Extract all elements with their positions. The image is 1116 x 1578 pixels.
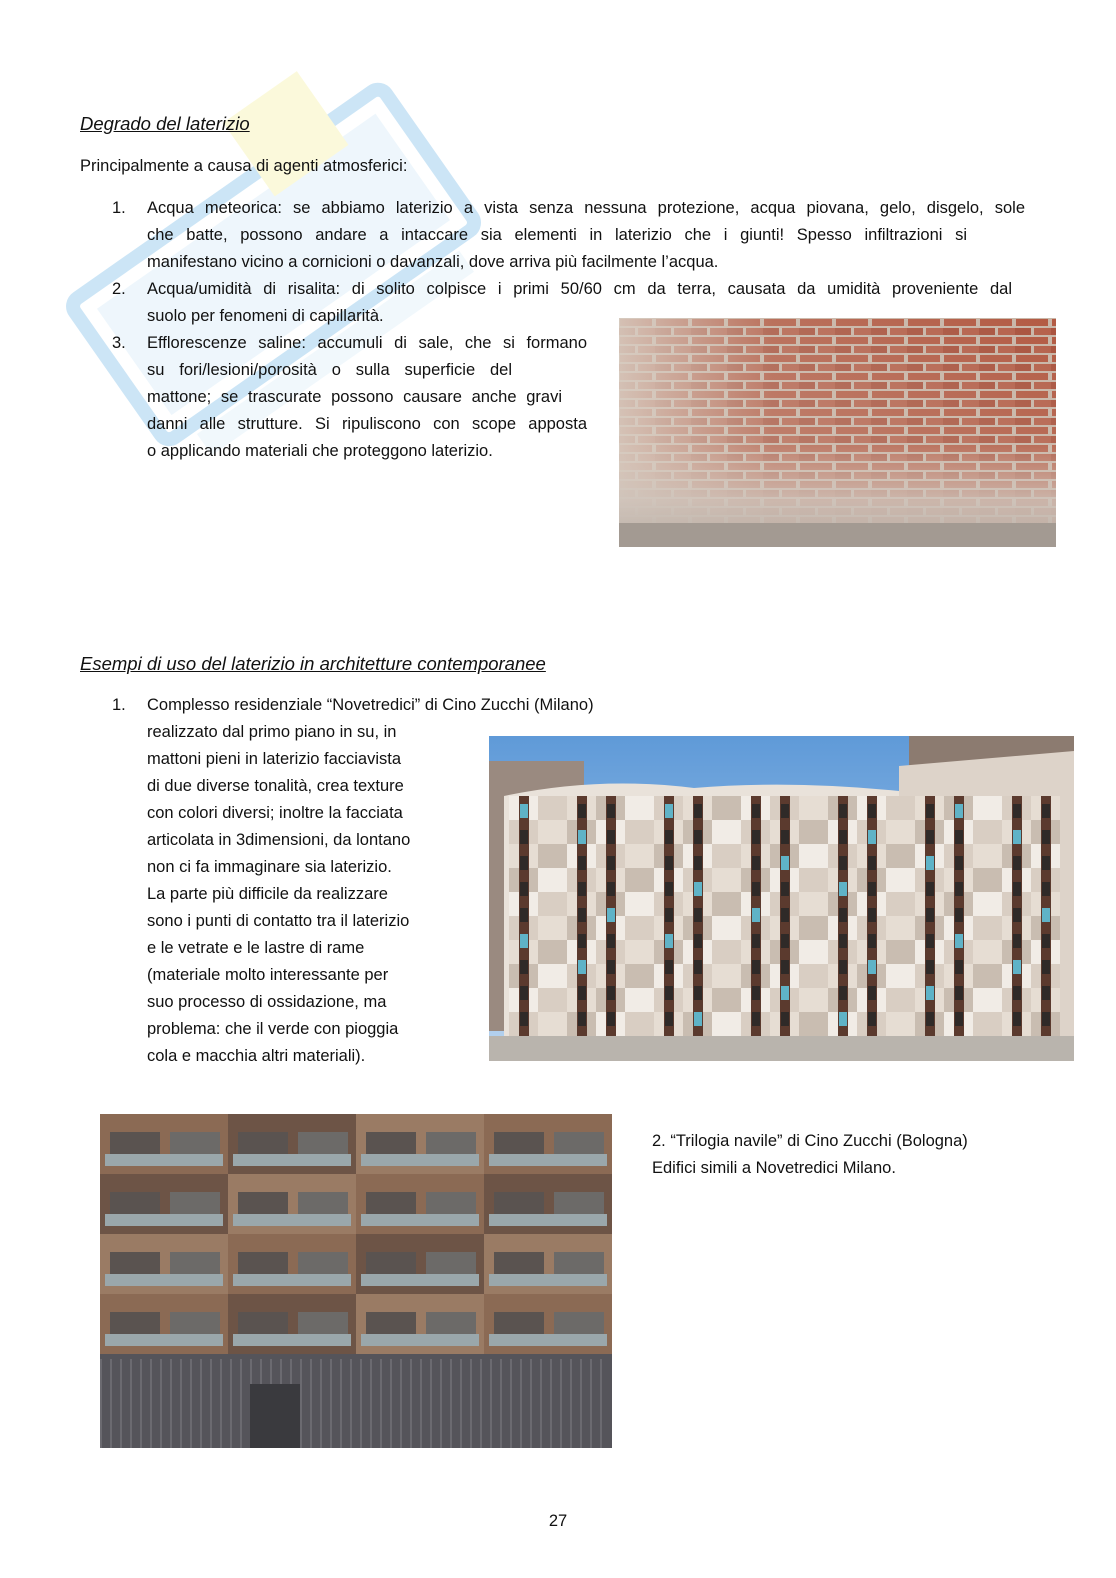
section-heading-esempi: Esempi di uso del laterizio in architetture contemporanee [80, 653, 546, 674]
text-line: Efflorescenze saline: accumuli di sale, che si formano [147, 334, 587, 352]
text-line: di due diverse tonalità, crea texture [147, 777, 404, 795]
text-line: danni alle strutture. Si ripuliscono con scope apposta [147, 415, 587, 433]
text-line: Complesso residenziale “Novetredici” di Cino Zucchi (Milano) [147, 696, 594, 714]
section-heading-degrado: Degrado del laterizio [80, 113, 250, 134]
text-line: Acqua meteorica: se abbiamo laterizio a vista senza nessuna protezione, acqua piovana, gelo, disgelo, sole [147, 199, 1025, 217]
text-line: manifestano vicino a cornicioni o davanzali, dove arriva più facilmente l’acqua. [147, 253, 719, 271]
text-line: cola e macchia altri materiali). [147, 1047, 366, 1065]
text-line: con colori diversi; inoltre la facciata [147, 804, 403, 822]
text-line: che batte, possono andare a intaccare sia elementi in laterizio che i giunti! Spesso infiltrazioni si [147, 226, 967, 244]
page-number: 27 [548, 1512, 568, 1530]
list-number: 1. [112, 696, 126, 714]
list-item-acqua-meteorica [147, 195, 1025, 276]
text-line: Acqua/umidità di risalita: di solito colpisce i primi 50/60 cm da terra, causata da umidità proveniente dal [147, 280, 1012, 298]
text-line: mattone; se trascurate possono causare anche gravi [147, 388, 562, 406]
text-line: su fori/lesioni/porosità o sulla superficie del [147, 361, 512, 379]
text-line: La parte più difficile da realizzare [147, 885, 388, 903]
text-line: (materiale molto interessante per [147, 966, 389, 984]
text-line: mattoni pieni in laterizio facciavista [147, 750, 402, 768]
intro-text: Principalmente a causa di agenti atmosferici: [80, 157, 408, 175]
text-line: e le vetrate e le lastre di rame [147, 939, 365, 957]
trilogia-navile-building-photo [100, 1114, 612, 1448]
list-number: 3. [112, 334, 126, 352]
text-line: realizzato dal primo piano in su, in [147, 723, 397, 741]
list-item-efflorescenze [147, 330, 587, 465]
text-line: suo processo di ossidazione, ma [147, 993, 387, 1011]
text-line: 2. “Trilogia navile” di Cino Zucchi (Bologna) [652, 1132, 968, 1150]
brick-wall-photo [619, 318, 1056, 547]
text-line: Edifici simili a Novetredici Milano. [652, 1159, 896, 1177]
list-number: 1. [112, 199, 126, 217]
text-line: articolata in 3dimensioni, da lontano [147, 831, 411, 849]
novetredici-building-photo [489, 736, 1074, 1061]
text-line: suolo per fenomeni di capillarità. [147, 307, 384, 325]
text-line: problema: che il verde con pioggia [147, 1020, 399, 1038]
text-line: non ci fa immaginare sia laterizio. [147, 858, 392, 876]
list-item-trilogia-navile [652, 1128, 1052, 1182]
text-line: o applicando materiali che proteggono laterizio. [147, 442, 493, 460]
list-number: 2. [112, 280, 126, 298]
text-line: sono i punti di contatto tra il laterizio [147, 912, 410, 930]
